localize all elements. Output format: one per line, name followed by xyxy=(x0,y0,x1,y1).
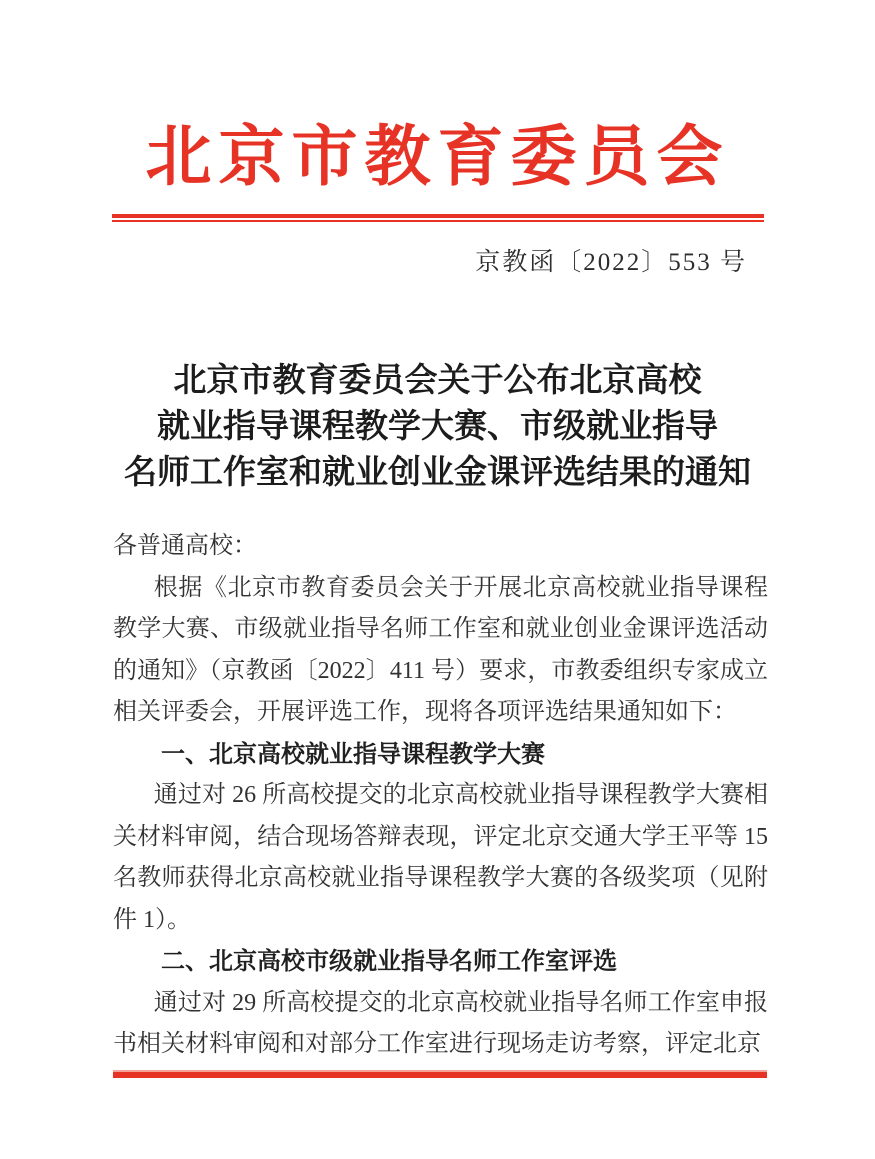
section-2-heading: 二、北京高校市级就业指导名师工作室评选 xyxy=(161,948,617,975)
letterhead-red-rule xyxy=(112,214,764,222)
red-rule-thin-bar xyxy=(112,220,764,222)
notice-title-line-2: 就业指导课程教学大赛、市级就业指导 xyxy=(157,407,718,444)
section-1-paragraph: 通过对 26 所高校提交的北京高校就业指导课程教学大赛相关材料审阅，结合现场答辩表现，评定北京交通大学王平等 15 名教师获得北京高校就业指导课程教学大赛的各级奖项（见附件 1）。 xyxy=(113,782,768,933)
intro-paragraph: 根据《北京市教育委员会关于开展北京高校就业指导课程教学大赛、市级就业指导名师工作室和就业创业金课评选活动的通知》（京教函〔2022〕411 号）要求，市教委组织专家成立相关评委会，开展评选工作，现将各项评选结果通知如下： xyxy=(113,574,768,725)
notice-title-line-3: 名师工作室和就业创业金课评选结果的通知 xyxy=(124,453,751,490)
section-2-paragraph: 通过对 29 所高校提交的北京高校就业指导名师工作室申报书相关材料审阅和对部分工作室进行现场走访考察，评定北京 xyxy=(113,989,768,1057)
footer-red-rule xyxy=(113,1070,767,1078)
notice-title-line-1: 北京市教育委员会关于公布北京高校 xyxy=(173,361,702,398)
letterhead-agency-name: 北京市教育委员会 xyxy=(145,121,730,194)
notice-body xyxy=(113,526,768,1066)
salutation: 各普通高校： xyxy=(113,533,257,559)
notice-title xyxy=(0,357,875,495)
section-1-heading: 一、北京高校就业指导课程教学大赛 xyxy=(161,740,545,768)
document-reference-number: 京教函〔2022〕553 号 xyxy=(475,249,747,276)
